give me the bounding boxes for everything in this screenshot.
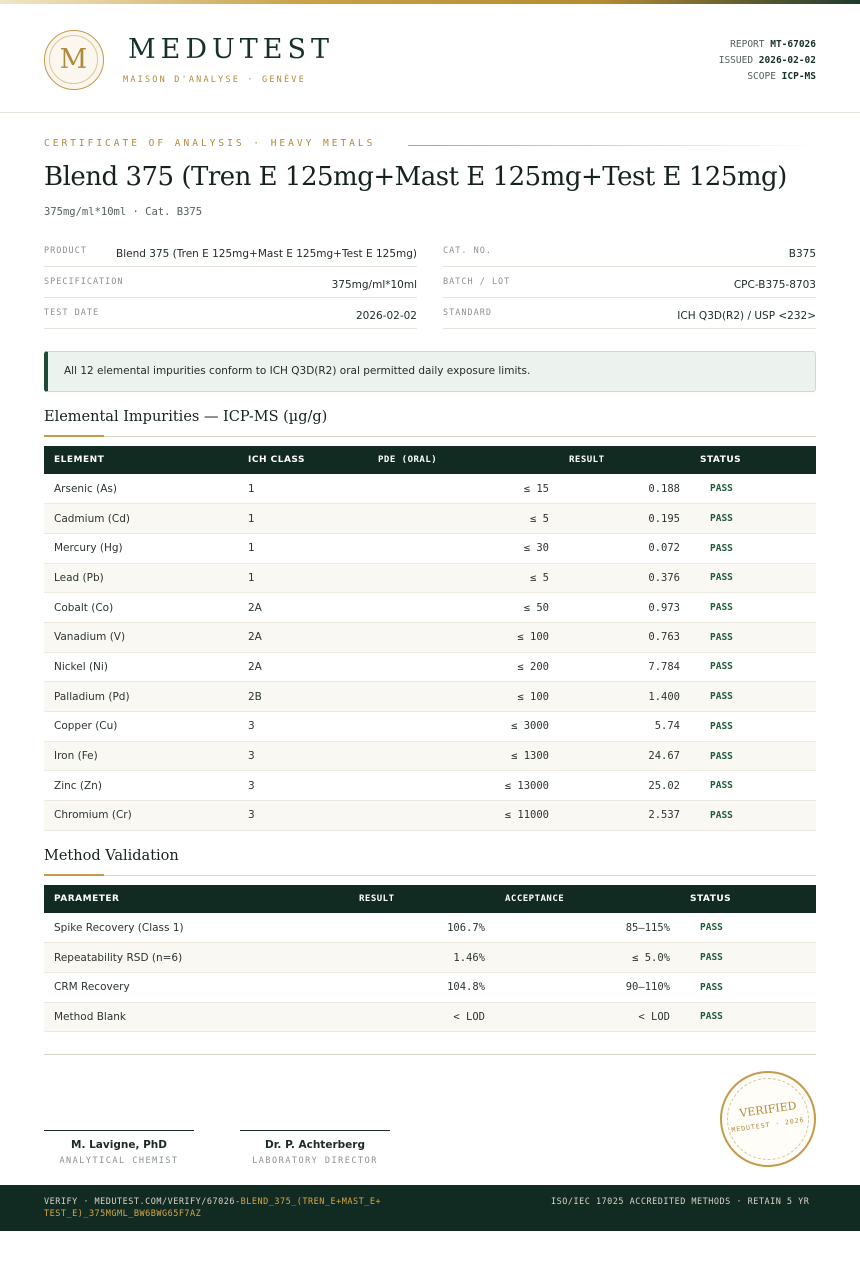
section-accent — [44, 435, 104, 437]
result-cell: 1.400 — [559, 682, 690, 712]
info-row-specification — [44, 267, 417, 298]
page-footer — [0, 1185, 860, 1231]
status-badge: PASS — [690, 533, 816, 563]
info-value: CPC-B375-8703 — [733, 279, 816, 291]
seal-main-text: VERIFIED — [738, 1099, 798, 1120]
table-row — [44, 741, 816, 771]
table-row — [44, 652, 816, 682]
result-cell: 106.7% — [349, 913, 495, 943]
pde-cell: ≤ 5 — [368, 504, 559, 534]
ich-class-cell: 1 — [238, 474, 368, 504]
info-key: CAT. NO. — [443, 246, 492, 256]
element-cell: Vanadium (V) — [44, 622, 238, 652]
result-cell: 0.072 — [559, 533, 690, 563]
col-element: ELEMENT — [44, 446, 238, 474]
result-cell: 5.74 — [559, 712, 690, 742]
table-row — [44, 533, 816, 563]
result-cell: 0.188 — [559, 474, 690, 504]
seal-sub-text: MEDUTEST · 2026 — [730, 1115, 806, 1135]
col-result: RESULT — [349, 885, 495, 913]
status-badge: PASS — [690, 682, 816, 712]
pde-cell: ≤ 3000 — [368, 712, 559, 742]
signatory-name: Dr. P. Achterberg — [265, 1139, 365, 1151]
page-title: Blend 375 (Tren E 125mg+Mast E 125mg+Test E 125mg) — [44, 162, 787, 192]
ich-class-cell: 2A — [238, 622, 368, 652]
signature-block-chemist — [44, 1130, 194, 1166]
info-value: B375 — [788, 248, 816, 260]
logo-seal — [44, 30, 104, 90]
result-cell: 0.763 — [559, 622, 690, 652]
pde-cell: ≤ 5 — [368, 563, 559, 593]
ich-class-cell: 3 — [238, 801, 368, 831]
parameter-cell: Method Blank — [44, 1002, 349, 1032]
table-row — [44, 682, 816, 712]
section-accent — [44, 874, 104, 876]
col-status: STATUS — [690, 446, 816, 474]
col-acceptance: ACCEPTANCE — [495, 885, 680, 913]
status-badge: PASS — [690, 593, 816, 623]
table-row — [44, 972, 816, 1002]
table-row — [44, 593, 816, 623]
ich-class-cell: 3 — [238, 771, 368, 801]
info-row-product — [44, 236, 417, 267]
eyebrow-divider — [408, 145, 816, 146]
impurities-table — [44, 446, 816, 831]
status-badge: PASS — [690, 622, 816, 652]
info-value: 375mg/ml*10ml — [331, 279, 417, 291]
pde-cell: ≤ 30 — [368, 533, 559, 563]
element-cell: Palladium (Pd) — [44, 682, 238, 712]
info-key: PRODUCT — [44, 246, 87, 256]
result-cell: < LOD — [349, 1002, 495, 1032]
verify-label: VERIFY · MEDUTEST.COM/VERIFY/67026- — [44, 1197, 241, 1207]
status-badge: PASS — [680, 1002, 816, 1032]
table-row — [44, 622, 816, 652]
info-key: TEST DATE — [44, 308, 100, 318]
element-cell: Arsenic (As) — [44, 474, 238, 504]
element-cell: Lead (Pb) — [44, 563, 238, 593]
ich-class-cell: 2B — [238, 682, 368, 712]
table-row — [44, 474, 816, 504]
col-pde: PDE (ORAL) — [368, 446, 559, 474]
element-cell: Mercury (Hg) — [44, 533, 238, 563]
status-badge: PASS — [690, 504, 816, 534]
ich-class-cell: 3 — [238, 741, 368, 771]
result-cell: 24.67 — [559, 741, 690, 771]
ich-class-cell: 1 — [238, 563, 368, 593]
signatory-role: LABORATORY DIRECTOR — [252, 1156, 378, 1166]
result-cell: 7.784 — [559, 652, 690, 682]
acceptance-cell: 85–115% — [495, 913, 680, 943]
pde-cell: ≤ 13000 — [368, 771, 559, 801]
pde-cell: ≤ 200 — [368, 652, 559, 682]
result-cell: 0.376 — [559, 563, 690, 593]
table-row — [44, 712, 816, 742]
verify-link[interactable] — [44, 1196, 384, 1220]
validation-table — [44, 885, 816, 1032]
pde-cell: ≤ 15 — [368, 474, 559, 504]
status-badge: PASS — [690, 563, 816, 593]
table-row — [44, 913, 816, 943]
signatory-role: ANALYTICAL CHEMIST — [59, 1156, 179, 1166]
status-badge: PASS — [690, 801, 816, 831]
table-row — [44, 1002, 816, 1032]
report-label: REPORT — [730, 39, 765, 50]
validation-section-title: Method Validation — [44, 848, 179, 864]
pde-cell: ≤ 100 — [368, 622, 559, 652]
result-cell: 104.8% — [349, 972, 495, 1002]
ich-class-cell: 2A — [238, 593, 368, 623]
table-row — [44, 943, 816, 973]
brand-tagline: MAISON D'ANALYSE · GENÈVE — [123, 75, 306, 85]
ich-class-cell: 1 — [238, 504, 368, 534]
status-badge: PASS — [690, 652, 816, 682]
info-grid-right — [443, 236, 816, 329]
report-meta — [719, 37, 816, 85]
result-cell: 0.973 — [559, 593, 690, 623]
result-cell: 1.46% — [349, 943, 495, 973]
section-divider — [44, 436, 816, 437]
document-eyebrow: CERTIFICATE OF ANALYSIS · HEAVY METALS — [44, 138, 376, 149]
status-badge: PASS — [690, 474, 816, 504]
status-badge: PASS — [690, 771, 816, 801]
info-key: BATCH / LOT — [443, 277, 511, 287]
report-number: MT-67026 — [770, 39, 816, 50]
element-cell: Chromium (Cr) — [44, 801, 238, 831]
col-parameter: PARAMETER — [44, 885, 349, 913]
info-value: 2026-02-02 — [355, 310, 417, 322]
table-header-row — [44, 446, 816, 474]
info-key: STANDARD — [443, 308, 492, 318]
result-cell: 25.02 — [559, 771, 690, 801]
page-header — [0, 4, 860, 113]
parameter-cell: CRM Recovery — [44, 972, 349, 1002]
scope-value: ICP-MS — [781, 71, 816, 82]
issued-label: ISSUED — [718, 55, 754, 66]
pde-cell: ≤ 100 — [368, 682, 559, 712]
element-cell: Nickel (Ni) — [44, 652, 238, 682]
verify-url[interactable]: BLEND_375_(TREN_E+MAST_E+TEST_E)_375MGML_BW6BWG65F7AZ — [44, 1197, 382, 1219]
page-subtitle: 375mg/ml*10ml · Cat. B375 — [44, 206, 203, 218]
table-row — [44, 771, 816, 801]
info-grid-left — [44, 236, 417, 329]
ich-class-cell: 2A — [238, 652, 368, 682]
element-cell: Iron (Fe) — [44, 741, 238, 771]
status-badge: PASS — [680, 913, 816, 943]
status-badge: PASS — [680, 972, 816, 1002]
element-cell: Zinc (Zn) — [44, 771, 238, 801]
info-value: Blend 375 (Tren E 125mg+Mast E 125mg+Test E 125mg) — [116, 248, 417, 260]
table-row — [44, 801, 816, 831]
col-result: RESULT — [559, 446, 690, 474]
notice-text: All 12 elemental impurities conform to ICH Q3D(R2) oral permitted daily exposure limits. — [64, 365, 531, 377]
verified-seal — [720, 1071, 816, 1167]
result-cell: 0.195 — [559, 504, 690, 534]
parameter-cell: Spike Recovery (Class 1) — [44, 913, 349, 943]
ich-class-cell: 1 — [238, 533, 368, 563]
table-row — [44, 504, 816, 534]
col-status: STATUS — [680, 885, 816, 913]
logo-letter: M — [49, 35, 98, 84]
parameter-cell: Repeatability RSD (n=6) — [44, 943, 349, 973]
accreditation-note: ISO/IEC 17025 ACCREDITED METHODS · RETAIN 5 YR — [551, 1197, 810, 1207]
issued-date: 2026-02-02 — [758, 55, 816, 66]
status-badge: PASS — [680, 943, 816, 973]
signatory-name: M. Lavigne, PhD — [71, 1139, 167, 1151]
element-cell: Copper (Cu) — [44, 712, 238, 742]
table-row — [44, 563, 816, 593]
pde-cell: ≤ 1300 — [368, 741, 559, 771]
info-row-batch — [443, 267, 816, 298]
acceptance-cell: ≤ 5.0% — [495, 943, 680, 973]
signature-block-director — [240, 1130, 390, 1166]
status-badge: PASS — [690, 741, 816, 771]
info-key: SPECIFICATION — [44, 277, 124, 287]
pde-cell: ≤ 11000 — [368, 801, 559, 831]
status-badge: PASS — [690, 712, 816, 742]
acceptance-cell: 90–110% — [495, 972, 680, 1002]
pde-cell: ≤ 50 — [368, 593, 559, 623]
col-ich-class: ICH CLASS — [238, 446, 368, 474]
conformance-notice — [44, 351, 816, 392]
element-cell: Cobalt (Co) — [44, 593, 238, 623]
acceptance-cell: < LOD — [495, 1002, 680, 1032]
element-cell: Cadmium (Cd) — [44, 504, 238, 534]
ich-class-cell: 3 — [238, 712, 368, 742]
section-divider — [44, 875, 816, 876]
brand-name: MEDUTEST — [128, 34, 334, 65]
info-row-cat-no — [443, 236, 816, 267]
table-header-row — [44, 885, 816, 913]
info-row-standard — [443, 298, 816, 329]
result-cell: 2.537 — [559, 801, 690, 831]
info-value: ICH Q3D(R2) / USP <232> — [677, 310, 816, 322]
info-row-test-date — [44, 298, 417, 329]
signature-divider — [44, 1054, 816, 1055]
scope-label: SCOPE — [747, 71, 776, 82]
impurities-section-title: Elemental Impurities — ICP-MS (µg/g) — [44, 409, 328, 425]
